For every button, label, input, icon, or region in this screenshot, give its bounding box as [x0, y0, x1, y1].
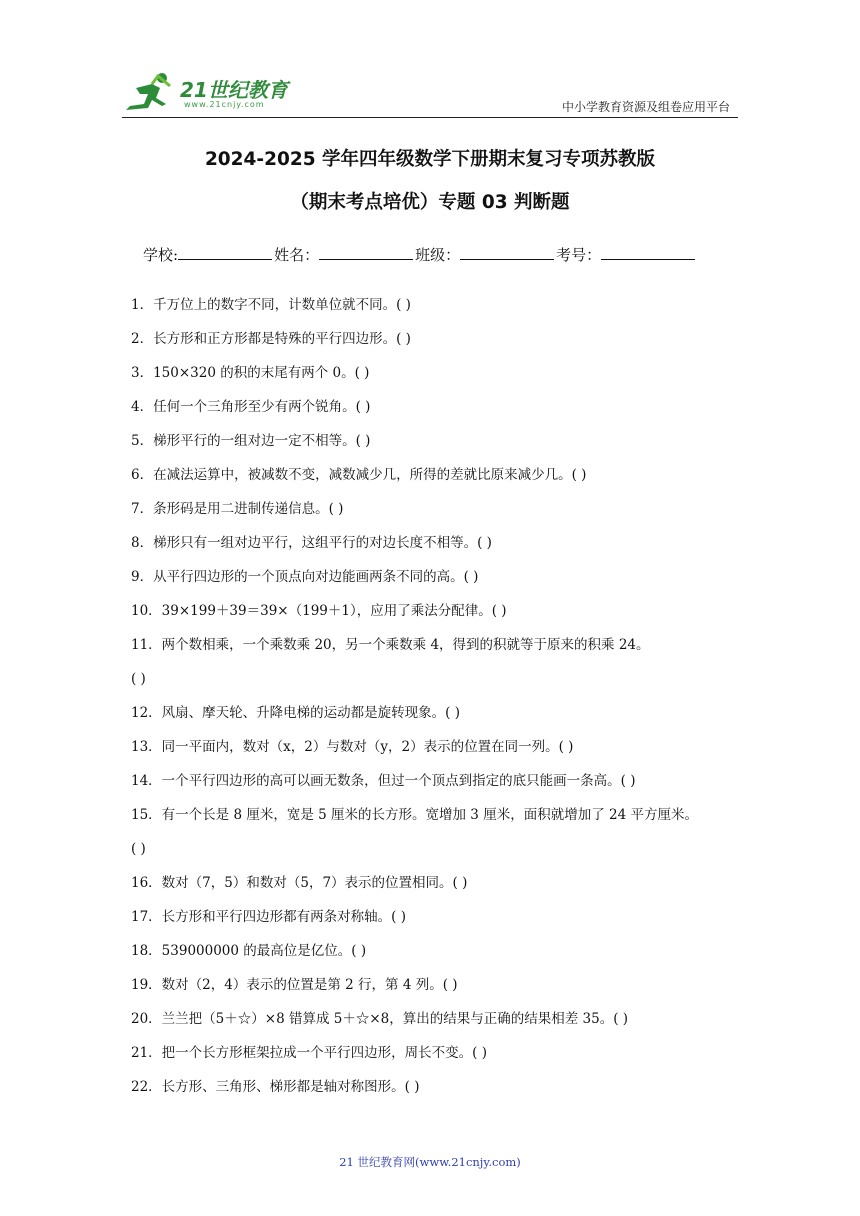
- logo: [122, 70, 290, 114]
- question-item: 3．150×320 的积的末尾有两个 0。( ): [131, 365, 370, 381]
- header-divider: [122, 117, 738, 118]
- question-item: 10．39×199＋39＝39×（199＋1），应用了乘法分配律。( ): [131, 603, 507, 619]
- question-item: 9．从平行四边形的一个顶点向对边能画两条不同的高。( ): [131, 569, 479, 585]
- page-footer: 21 世纪教育网(www.21cnjy.com): [339, 1155, 521, 1169]
- question-item: 4．任何一个三角形至少有两个锐角。( ): [131, 399, 371, 415]
- question-item: 22．长方形、三角形、梯形都是轴对称图形。( ): [131, 1079, 420, 1095]
- name-blank[interactable]: [319, 245, 413, 260]
- class-blank[interactable]: [460, 245, 554, 260]
- question-item: 5．梯形平行的一组对边一定不相等。( ): [131, 433, 371, 449]
- question-item: 2．长方形和正方形都是特殊的平行四边形。( ): [131, 331, 411, 347]
- question-item: 1．千万位上的数字不同，计数单位就不同。( ): [131, 297, 411, 313]
- question-item: 7．条形码是用二进制传递信息。( ): [131, 501, 344, 517]
- question-item: 6．在减法运算中，被减数不变，减数减少几，所得的差就比原来减少几。( ): [131, 467, 587, 483]
- question-item: 12．风扇、摩天轮、升降电梯的运动都是旋转现象。( ): [131, 705, 461, 721]
- school-blank[interactable]: [178, 245, 272, 260]
- question-answer-blank: ( ): [131, 671, 146, 687]
- student-info-row: [143, 244, 697, 265]
- question-item: 17．长方形和平行四边形都有两条对称轴。( ): [131, 909, 407, 925]
- question-item: 11．两个数相乘，一个乘数乘 20，另一个乘数乘 4，得到的积就等于原来的积乘 24。: [131, 637, 650, 653]
- question-item: 19．数对（2，4）表示的位置是第 2 行，第 4 列。( ): [131, 977, 458, 993]
- runner-logo-icon: [122, 70, 182, 114]
- question-item: 13．同一平面内，数对（x，2）与数对（y，2）表示的位置在同一列。( ): [131, 739, 574, 755]
- question-item: 14．一个平行四边形的高可以画无数条，但过一个顶点到指定的底只能画一条高。( ): [131, 773, 636, 789]
- platform-label: 中小学教育资源及组卷应用平台: [561, 100, 730, 114]
- question-item: 15．有一个长是 8 厘米，宽是 5 厘米的长方形。宽增加 3 厘米，面积就增加了 24 平方厘米。: [131, 807, 698, 823]
- question-answer-blank: ( ): [131, 841, 146, 857]
- question-item: 20．兰兰把（5＋☆）×8 错算成 5＋☆×8，算出的结果与正确的结果相差 35。( ): [131, 1011, 629, 1027]
- class-label: 班级：: [415, 246, 461, 264]
- logo-text: 21世纪教育: [180, 78, 288, 102]
- exam-number-label: 考号：: [556, 246, 602, 264]
- question-item: 21．把一个长方形框架拉成一个平行四边形，周长不变。( ): [131, 1045, 488, 1061]
- school-label: 学校:: [143, 246, 179, 264]
- question-item: 16．数对（7，5）和数对（5，7）表示的位置相同。( ): [131, 875, 468, 891]
- question-item: 18．539000000 的最高位是亿位。( ): [131, 943, 367, 959]
- page-header: [0, 0, 860, 122]
- logo-url: www.21cnjy.com: [184, 100, 265, 109]
- page-title: 2024-2025 学年四年级数学下册期末复习专项苏教版: [204, 149, 656, 170]
- question-item: 8．梯形只有一组对边平行，这组平行的对边长度不相等。( ): [131, 535, 492, 551]
- name-label: 姓名：: [274, 246, 320, 264]
- page-subtitle: （期末考点培优）专题 03 判断题: [290, 192, 570, 213]
- exam-number-blank[interactable]: [601, 245, 695, 260]
